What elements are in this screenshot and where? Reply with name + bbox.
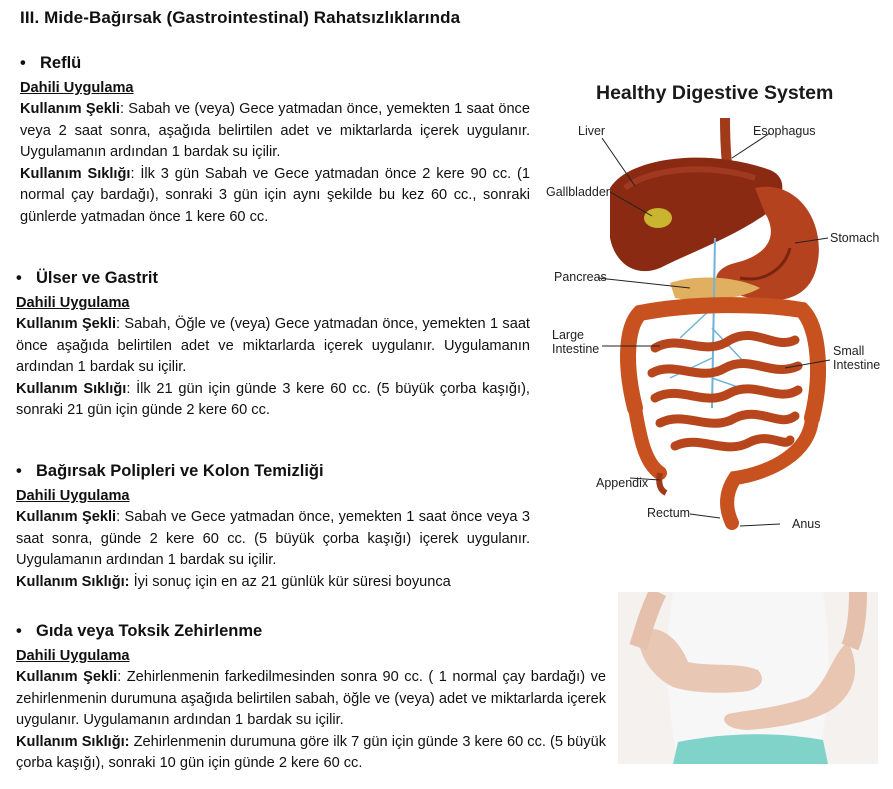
subheading: Dahili Uygulama: [16, 295, 130, 311]
frequency-paragraph: Kullanım Sıklığı: İyi sonuç için en az 21 günlük kür süresi boyunca: [16, 573, 451, 590]
digestive-system-figure: [540, 78, 890, 538]
section-heading: • Gıda veya Toksik Zehirlenme: [16, 622, 263, 640]
label-appendix: Appendix: [596, 476, 649, 490]
bullet-icon: •: [20, 54, 26, 72]
bullet-icon: •: [16, 269, 22, 287]
figure-title: Healthy Digestive System: [596, 82, 834, 104]
label-pancreas: Pancreas: [554, 270, 607, 284]
stomach-ache-illustration: [618, 592, 878, 764]
section-heading: • Bağırsak Polipleri ve Kolon Temizliği: [16, 462, 324, 480]
label-rectum: Rectum: [647, 506, 691, 520]
usage-paragraph: Kullanım Şekli: Sabah ve (veya) Gece yatmadan önce, yemekten 1 saat önce veya 2 saat sonra, aşağıda belirtilen adet ve miktarlarda içerek uygulanır. Uygulamanın ardından 1 bardak su içilir.: [20, 101, 530, 160]
subheading: Dahili Uygulama: [16, 648, 130, 664]
digestive-illustration: [540, 78, 890, 538]
section-reflux: [20, 52, 530, 228]
bullet-icon: •: [16, 622, 22, 640]
subheading: Dahili Uygulama: [20, 80, 134, 96]
section-heading: • Reflü: [20, 54, 82, 72]
section-heading: • Ülser ve Gastrit: [16, 269, 158, 287]
section-ulcer-gastritis: [16, 267, 530, 422]
section-food-poisoning: [16, 620, 606, 775]
subheading: Dahili Uygulama: [16, 488, 130, 504]
usage-paragraph: Kullanım Şekli: Zehirlenmenin farkedilmesinden sonra 90 cc. ( 1 normal çay bardağı) ve zehirlenmenin durumuna aşağıda belirtilen sabah, öğle ve (veya) adet ve miktarlarda içerek uygulanır. Uygulamanın ardından 1 bardak su içilir.: [16, 669, 606, 728]
page-title: III. Mide-Bağırsak (Gastrointestinal) Rahatsızlıklarında: [20, 8, 461, 27]
label-anus: Anus: [792, 517, 821, 531]
usage-paragraph: Kullanım Şekli: Sabah ve Gece yatmadan önce, yemekten 1 saat önce veya 3 saat sonra, günde 2 kere 60 cc. (5 büyük çorba kaşığı) içerek uygulanır. Uygulamanın ardından 1 bardak su içilir.: [16, 509, 531, 568]
usage-paragraph: Kullanım Şekli: Sabah, Öğle ve (veya) Gece yatmadan önce, yemekten 1 saat önce aşağıda belirtilen adet ve miktarlarda içerek uygulanır. Uygulamanın ardından 1 bardak su içilir.: [16, 316, 530, 375]
frequency-paragraph: Kullanım Sıklığı: İlk 3 gün Sabah ve Gece yatmadan önce 2 kere 90 cc. (1 normal çay bardağı), sonraki 3 gün için aynı şekilde bu kez 60 cc., sonraki günlerde yatmadan önce 1 kere 60 cc.: [20, 165, 530, 225]
bullet-icon: •: [16, 462, 22, 480]
label-liver: Liver: [578, 124, 606, 138]
section-polyps-colon: [16, 460, 530, 593]
label-gallbladder: Gallbladder: [546, 185, 610, 199]
label-esophagus: Esophagus: [753, 124, 816, 138]
frequency-paragraph: Kullanım Sıklığı: Zehirlenmenin durumuna göre ilk 7 gün için günde 3 kere 60 cc. (5 büyük çorba kaşığı), sonraki 10 gün için günde 2 kere 60 cc.: [16, 733, 606, 771]
label-small-intestine: Small Intestine: [833, 344, 881, 372]
label-large-intestine: Large Intestine: [552, 328, 600, 356]
stomach-ache-photo: [618, 592, 878, 764]
label-stomach: Stomach: [830, 231, 880, 245]
frequency-paragraph: Kullanım Sıklığı: İlk 21 gün için günde 3 kere 60 cc. (5 büyük çorba kaşığı), sonraki 21 gün için günde 2 kere 60 cc.: [16, 380, 530, 418]
